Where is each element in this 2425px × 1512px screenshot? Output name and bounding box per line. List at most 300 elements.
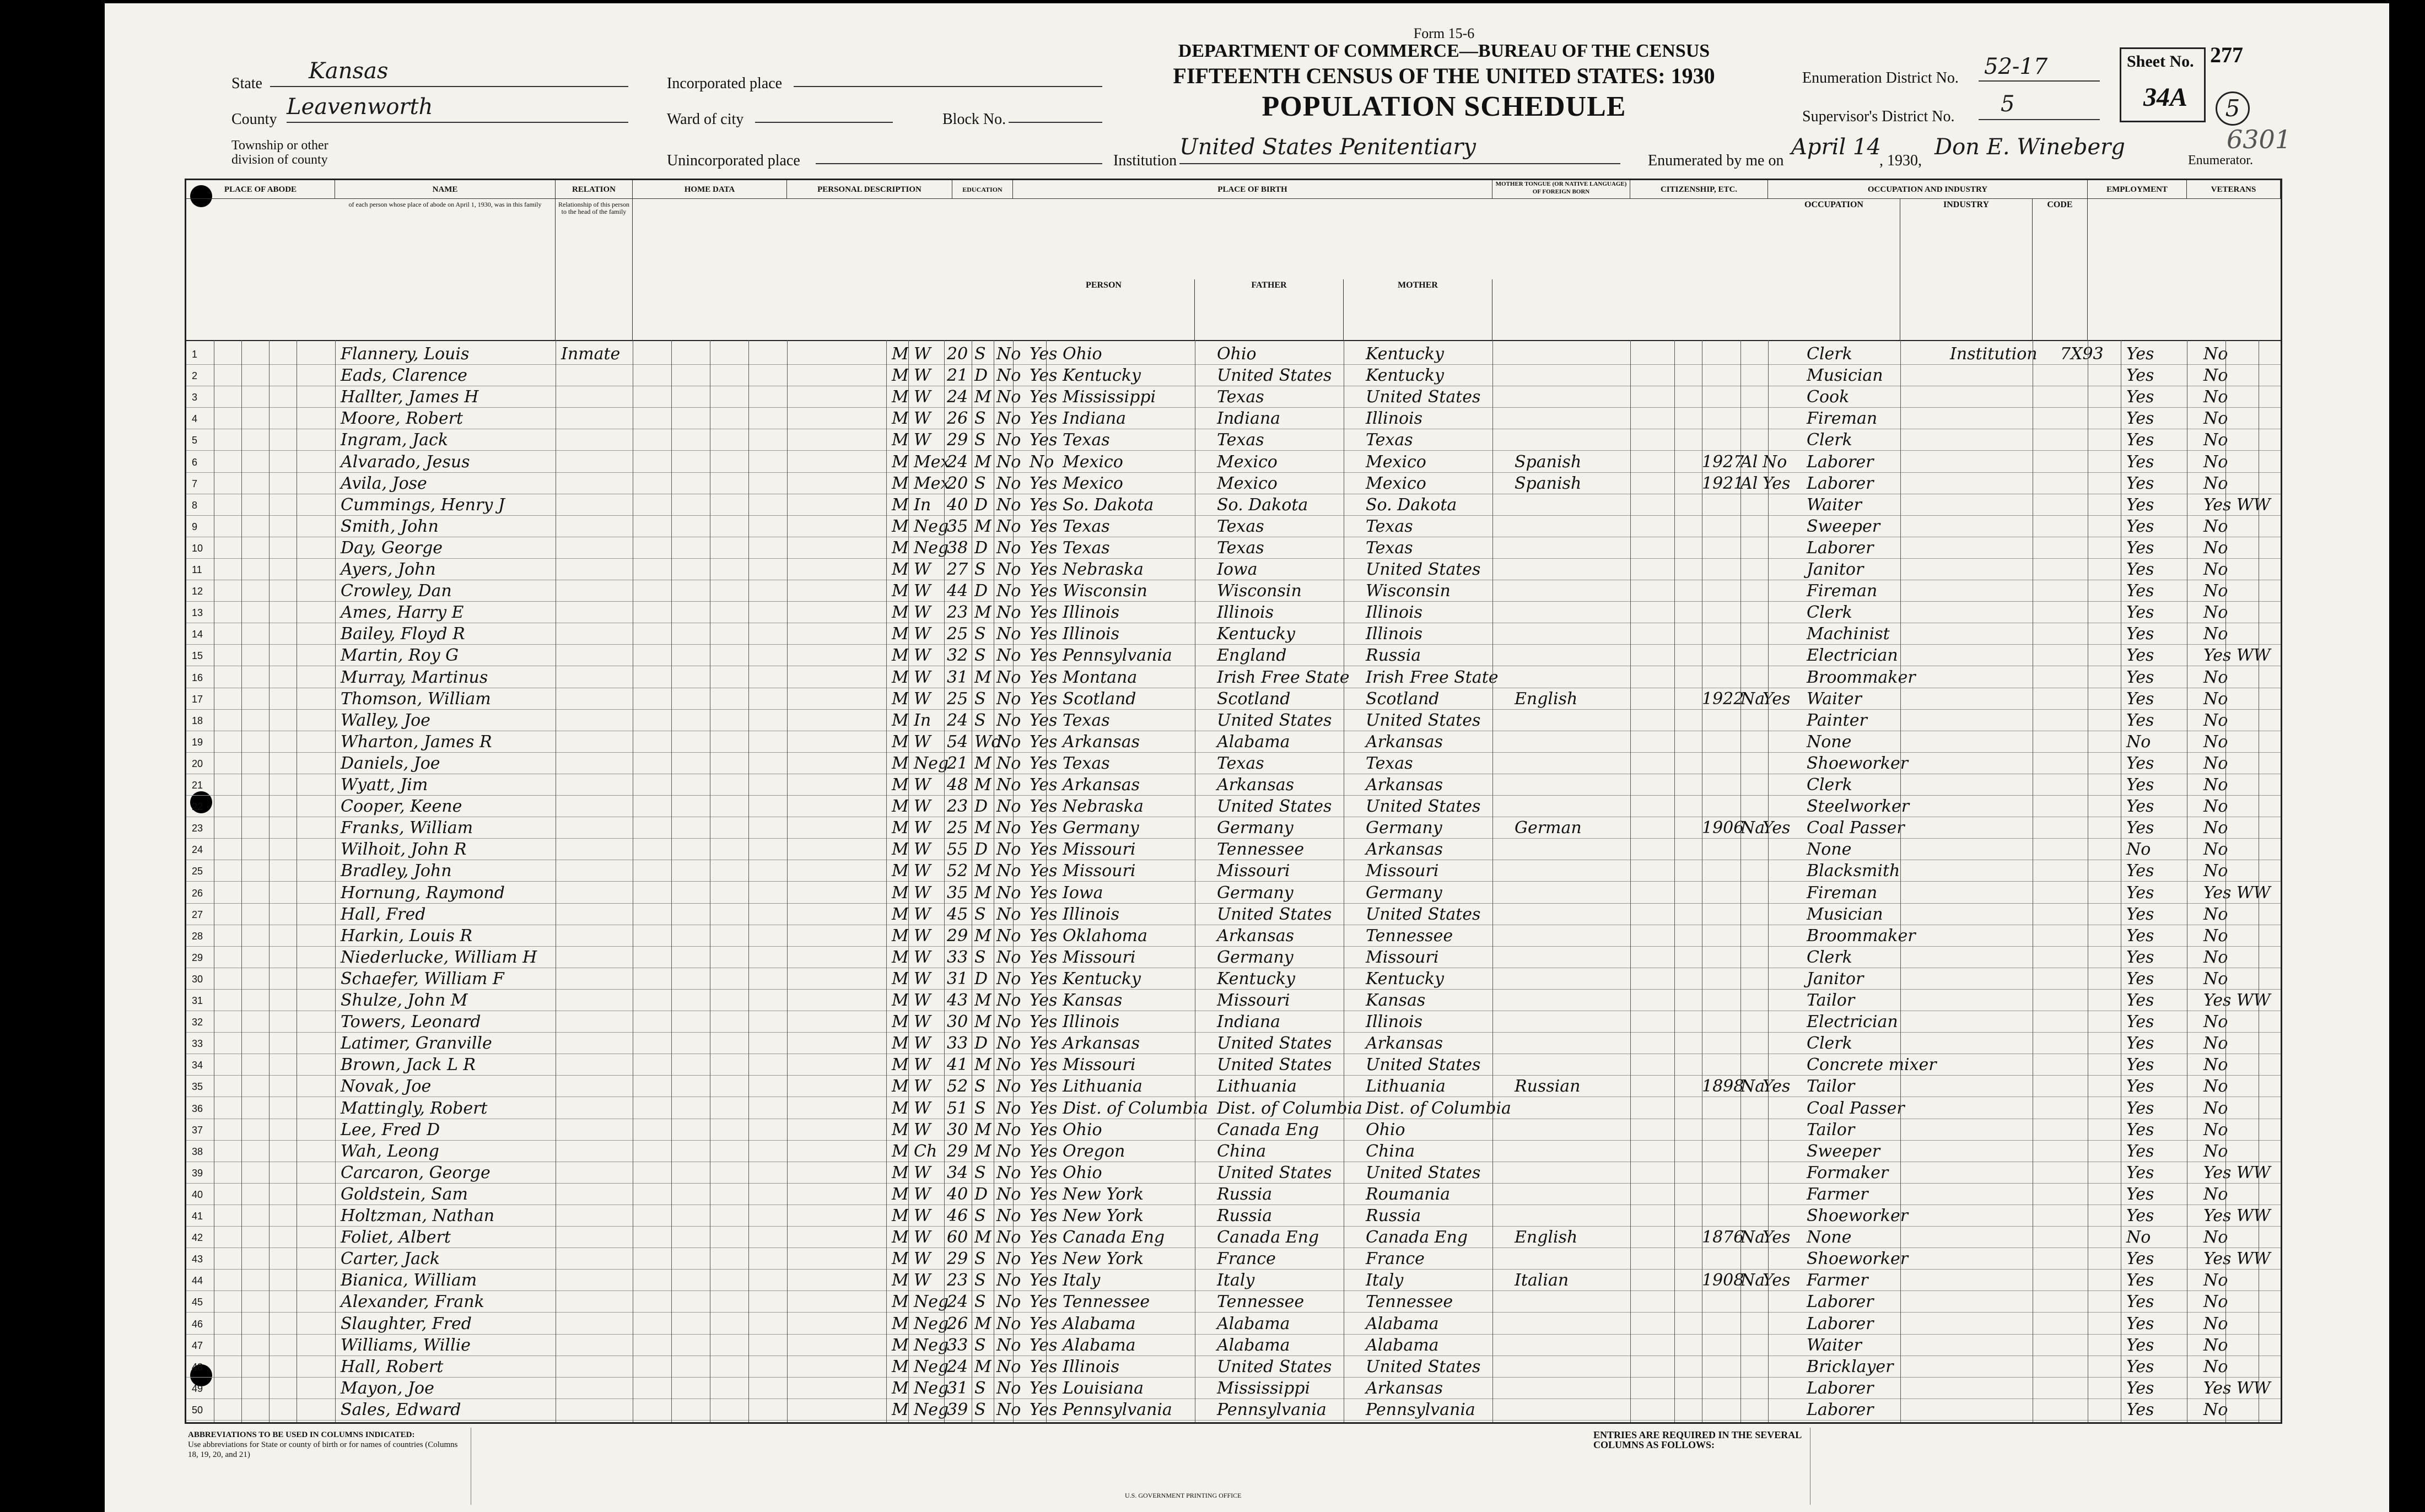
cell-school: No (996, 689, 1021, 709)
cell-ms: M (974, 1357, 991, 1376)
cell-name: Schaefer, William F (341, 969, 504, 989)
cell-school: No (996, 430, 1021, 450)
cell-fpob: Pennsylvania (1217, 1400, 1327, 1419)
cell-occ: Clerk (1807, 430, 1852, 450)
cell-emp: Yes (2126, 344, 2154, 364)
cell-race: W (914, 1206, 931, 1225)
cell-name: Lee, Fred D (341, 1120, 440, 1140)
cell-ms: M (974, 1055, 991, 1075)
cell-mpob: Dist. of Columbia (1366, 1098, 1511, 1118)
cell-sex: M (892, 689, 909, 709)
cell-sex: M (892, 1141, 909, 1161)
line-number: 4 (192, 413, 198, 425)
cell-ms: D (974, 366, 988, 386)
group-name: NAME (335, 180, 556, 199)
cell-age: 33 (947, 1335, 968, 1355)
cell-ms: M (974, 387, 991, 407)
table-row (186, 667, 2281, 688)
relation-column-header (556, 199, 633, 340)
cell-name: Foliet, Albert (341, 1228, 451, 1248)
table-row (186, 688, 2281, 710)
cell-ms: S (974, 710, 986, 730)
line-number: 39 (192, 1167, 203, 1179)
cell-emp: Yes (2126, 516, 2154, 536)
cell-read: Yes (1030, 991, 1058, 1010)
cell-vet: No (2203, 1055, 2228, 1075)
cell-age: 24 (947, 1292, 968, 1312)
cell-sex: M (892, 1034, 909, 1054)
cell-imm: 1908 (1702, 1271, 1744, 1290)
cell-school: No (996, 1184, 1021, 1204)
cell-pob: Alabama (1063, 1335, 1136, 1355)
cell-pob: Nebraska (1063, 797, 1144, 817)
cell-occ: Electrician (1807, 646, 1898, 666)
state-value: Kansas (309, 58, 389, 84)
cell-occ: Fireman (1807, 581, 1878, 601)
line-number: 49 (192, 1383, 203, 1394)
township-label: Township or other division of county (231, 138, 328, 167)
cell-read: Yes (1030, 1120, 1058, 1140)
cell-age: 30 (947, 1120, 968, 1140)
cell-occ: Blacksmith (1807, 861, 1900, 881)
cell-fpob: Russia (1217, 1184, 1273, 1204)
cell-emp: Yes (2126, 1141, 2154, 1161)
table-row (186, 1205, 2281, 1227)
cell-name: Goldstein, Sam (341, 1184, 468, 1204)
table-row (186, 1162, 2281, 1184)
cell-race: W (914, 991, 931, 1010)
line-number: 27 (192, 909, 203, 920)
name-column-header (335, 199, 556, 340)
cell-sex: M (892, 538, 909, 558)
cell-occ: Steelworker (1807, 797, 1910, 817)
cell-mpob: United States (1366, 710, 1481, 730)
cell-school: No (996, 861, 1021, 881)
department-title: DEPARTMENT OF COMMERCE—BUREAU OF THE CENSUS (1178, 41, 1710, 61)
cell-mpob: Illinois (1366, 409, 1423, 429)
cell-occ: Cook (1807, 387, 1850, 407)
cell-fpob: United States (1217, 797, 1332, 817)
cell-ms: M (974, 883, 991, 903)
cell-occ: Sweeper (1807, 516, 1880, 536)
line-number: 3 (192, 392, 198, 403)
cell-race: Neg (914, 516, 949, 536)
cell-occ: Laborer (1807, 473, 1874, 493)
table-row (186, 1399, 2281, 1421)
cell-age: 23 (947, 1271, 968, 1290)
cell-read: Yes (1030, 969, 1058, 989)
table-row (186, 408, 2281, 429)
cell-age: 26 (947, 1314, 968, 1333)
cell-name: Daniels, Joe (341, 753, 440, 773)
person-column-header: PERSON (1013, 279, 1195, 340)
ward-label: Ward of city (667, 111, 744, 128)
enum-district-value: 52-17 (1984, 54, 2048, 79)
cell-read: Yes (1030, 904, 1058, 924)
institution-underline (1179, 163, 1620, 164)
group-employment: EMPLOYMENT (2088, 180, 2187, 199)
cell-race: W (914, 1055, 931, 1075)
cell-occ: Clerk (1807, 947, 1852, 967)
line-number: 25 (192, 866, 203, 877)
cell-fpob: Alabama (1217, 732, 1290, 752)
cell-vet: No (2203, 947, 2228, 967)
cell-school: No (996, 516, 1021, 536)
cell-fpob: Canada Eng (1217, 1228, 1319, 1248)
cell-vet: No (2203, 624, 2228, 644)
table-row (186, 516, 2281, 537)
column-divider (944, 340, 945, 1422)
census-title: FIFTEENTH CENSUS OF THE UNITED STATES: 1930 (1173, 63, 1715, 88)
cell-race: Neg (914, 1357, 949, 1376)
cell-occ: Broommaker (1807, 667, 1916, 687)
line-number: 35 (192, 1081, 203, 1093)
cell-fpob: Ohio (1217, 344, 1257, 364)
cell-age: 24 (947, 452, 968, 472)
cell-read: Yes (1030, 538, 1058, 558)
ward-underline (755, 122, 893, 123)
line-number: 45 (192, 1297, 203, 1308)
cell-name: Niederlucke, William H (341, 947, 537, 967)
table-row (186, 904, 2281, 925)
cell-pob: Ohio (1063, 344, 1102, 364)
cell-mpob: Arkansas (1366, 1034, 1443, 1054)
table-row (186, 1119, 2281, 1141)
cell-tongue: Spanish (1515, 473, 1582, 493)
cell-name: Ingram, Jack (341, 430, 449, 450)
cell-ms: M (974, 1228, 991, 1248)
cell-sex: M (892, 1271, 909, 1290)
cell-race: W (914, 409, 931, 429)
column-divider (1768, 340, 1769, 1422)
cell-mpob: Alabama (1366, 1335, 1439, 1355)
father-column-header: FATHER (1195, 279, 1344, 340)
cell-name: Carcaron, George (341, 1163, 491, 1182)
cell-fpob: England (1217, 646, 1287, 666)
line-number: 9 (192, 521, 198, 532)
enumerated-year: , 1930, (1879, 152, 1922, 169)
cell-pob: Scotland (1063, 689, 1136, 709)
cell-race: W (914, 581, 931, 601)
incorporated-underline (794, 86, 1102, 87)
cell-pob: Mexico (1063, 452, 1123, 472)
cell-read: Yes (1030, 430, 1058, 450)
table-row (186, 1227, 2281, 1248)
cell-read: Yes (1030, 409, 1058, 429)
cell-name: Alvarado, Jesus (341, 452, 470, 472)
cell-emp: Yes (2126, 538, 2154, 558)
cell-age: 33 (947, 1034, 968, 1054)
institution-label: Institution (1113, 152, 1177, 169)
circle-number: 5 (2216, 91, 2250, 126)
cell-vet: No (2203, 366, 2228, 386)
cell-vet: No (2203, 409, 2228, 429)
cell-read: Yes (1030, 473, 1058, 493)
cell-sex: M (892, 1378, 909, 1398)
cell-pob: Nebraska (1063, 560, 1144, 579)
cell-vet: No (2203, 344, 2228, 364)
cell-vet: No (2203, 926, 2228, 946)
cell-ms: S (974, 1098, 986, 1118)
cell-mpob: Alabama (1366, 1314, 1439, 1333)
cell-name: Eads, Clarence (341, 366, 467, 386)
cell-name: Mattingly, Robert (341, 1098, 488, 1118)
cell-fpob: France (1217, 1249, 1276, 1269)
cell-emp: Yes (2126, 883, 2154, 903)
enumerated-label: Enumerated by me on (1648, 152, 1784, 169)
table-row (186, 580, 2281, 602)
line-number: 48 (192, 1361, 203, 1373)
cell-pob: Indiana (1063, 409, 1127, 429)
cell-emp: Yes (2126, 861, 2154, 881)
cell-age: 43 (947, 991, 968, 1010)
cell-occ: Tailor (1807, 1077, 1855, 1097)
enumerated-date: April 14 (1791, 134, 1881, 160)
unincorporated-underline (816, 163, 1102, 164)
cell-ms: M (974, 516, 991, 536)
cell-ms: Wd (974, 732, 1003, 752)
cell-race: W (914, 861, 931, 881)
cell-school: No (996, 366, 1021, 386)
cell-pob: Italy (1063, 1271, 1101, 1290)
cell-imm: 1927 (1702, 452, 1744, 472)
cell-ms: S (974, 344, 986, 364)
cell-emp: Yes (2126, 1292, 2154, 1312)
cell-nat: Na (1740, 1077, 1765, 1097)
cell-sex: M (892, 1163, 909, 1182)
cell-race: W (914, 926, 931, 946)
cell-fpob: Kentucky (1217, 969, 1295, 989)
cell-read: Yes (1030, 516, 1058, 536)
cell-fpob: Germany (1217, 947, 1294, 967)
cell-sex: M (892, 1292, 909, 1312)
schedule-title: POPULATION SCHEDULE (1262, 91, 1626, 122)
cell-vet: No (2203, 1141, 2228, 1161)
cell-mpob: Mexico (1366, 452, 1426, 472)
line-number: 23 (192, 823, 203, 834)
cell-occ: Bricklayer (1807, 1357, 1894, 1376)
code-column-header: CODE (2033, 199, 2088, 340)
cell-ms: S (974, 473, 986, 493)
cell-ms: M (974, 603, 991, 623)
table-row (186, 537, 2281, 559)
unincorporated-label: Unincorporated place (667, 152, 800, 169)
cell-pob: New York (1063, 1206, 1144, 1225)
cell-school: No (996, 473, 1021, 493)
cell-mpob: Illinois (1366, 1012, 1423, 1032)
cell-fpob: United States (1217, 710, 1332, 730)
cell-name: Williams, Willie (341, 1335, 471, 1355)
cell-age: 40 (947, 495, 968, 515)
cell-school: No (996, 624, 1021, 644)
cell-name: Brown, Jack L R (341, 1055, 476, 1075)
cell-vet: No (2203, 387, 2228, 407)
cell-school: No (996, 667, 1021, 687)
group-mother-tongue: MOTHER TONGUE (OR NATIVE LANGUAGE) OF FOREIGN BORN (1492, 180, 1630, 199)
cell-read: Yes (1030, 387, 1058, 407)
cell-eng: Yes (1763, 818, 1791, 838)
table-row (186, 559, 2281, 580)
cell-emp: Yes (2126, 1357, 2154, 1376)
cell-occ: Janitor (1807, 969, 1864, 989)
cell-ms: S (974, 1335, 986, 1355)
cell-age: 32 (947, 646, 968, 666)
cell-school: No (996, 1206, 1021, 1225)
cell-occ: Laborer (1807, 1378, 1874, 1398)
cell-school: No (996, 1271, 1021, 1290)
table-row (186, 343, 2281, 365)
table-row (186, 1033, 2281, 1054)
cell-mpob: Mexico (1366, 473, 1426, 493)
column-divider (787, 340, 788, 1422)
group-veterans: VETERANS (2187, 180, 2281, 199)
cell-pob: Tennessee (1063, 1292, 1150, 1312)
cell-vet: Yes WW (2203, 883, 2271, 903)
table-row (186, 1076, 2281, 1097)
cell-vet: No (2203, 1292, 2228, 1312)
supervisor-label: Supervisor's District No. (1802, 108, 1955, 125)
cell-vet: No (2203, 1184, 2228, 1204)
cell-mpob: Germany (1366, 818, 1442, 838)
cell-ms: D (974, 797, 988, 817)
group-citizenship: CITIZENSHIP, ETC. (1630, 180, 1768, 199)
cell-sex: M (892, 1055, 909, 1075)
cell-occ: Electrician (1807, 1012, 1898, 1032)
cell-emp: Yes (2126, 473, 2154, 493)
cell-mpob: Illinois (1366, 603, 1423, 623)
column-divider (1674, 340, 1675, 1422)
supervisor-underline (1979, 119, 2100, 120)
cell-occ: Tailor (1807, 1120, 1855, 1140)
line-number: 12 (192, 586, 203, 597)
cell-fpob: Italy (1217, 1271, 1255, 1290)
cell-vet: No (2203, 904, 2228, 924)
cell-race: Ch (914, 1141, 937, 1161)
cell-vet: No (2203, 452, 2228, 472)
cell-vet: No (2203, 581, 2228, 601)
cell-race: Neg (914, 1400, 949, 1419)
cell-sex: M (892, 1077, 909, 1097)
line-number: 10 (192, 542, 203, 554)
cell-age: 20 (947, 344, 968, 364)
cell-occ: Waiter (1807, 1335, 1862, 1355)
cell-ms: S (974, 1163, 986, 1182)
cell-emp: Yes (2126, 818, 2154, 838)
cell-sex: M (892, 560, 909, 579)
cell-school: No (996, 1055, 1021, 1075)
cell-occ: Fireman (1807, 883, 1878, 903)
cell-race: Neg (914, 753, 949, 773)
cell-age: 54 (947, 732, 968, 752)
line-number: 30 (192, 973, 203, 985)
cell-mpob: Illinois (1366, 624, 1423, 644)
cell-pob: Iowa (1063, 883, 1103, 903)
cell-pob: Ohio (1063, 1163, 1102, 1182)
line-number: 50 (192, 1404, 203, 1416)
cell-vet: No (2203, 1012, 2228, 1032)
cell-occ: Tailor (1807, 991, 1855, 1010)
cell-name: Cooper, Keene (341, 797, 462, 817)
cell-mpob: Kansas (1366, 991, 1426, 1010)
cell-pob: Wisconsin (1063, 581, 1147, 601)
cell-race: W (914, 904, 931, 924)
cell-pob: Germany (1063, 818, 1139, 838)
cell-school: No (996, 1378, 1021, 1398)
cell-occ: Shoeworker (1807, 753, 1909, 773)
cell-emp: No (2126, 840, 2151, 860)
cell-sex: M (892, 797, 909, 817)
cell-race: W (914, 344, 931, 364)
cell-read: Yes (1030, 1357, 1058, 1376)
cell-eng: Yes (1763, 1228, 1791, 1248)
cell-read: Yes (1030, 775, 1058, 795)
enumerator-label: Enumerator. (2188, 153, 2253, 168)
cell-sex: M (892, 387, 909, 407)
cell-race: W (914, 947, 931, 967)
cell-sex: M (892, 926, 909, 946)
cell-name: Wyatt, Jim (341, 775, 428, 795)
cell-read: Yes (1030, 1228, 1058, 1248)
cell-school: No (996, 883, 1021, 903)
cell-mpob: So. Dakota (1366, 495, 1457, 515)
cell-school: No (996, 581, 1021, 601)
cell-occ: Janitor (1807, 560, 1864, 579)
cell-sex: M (892, 366, 909, 386)
cell-vet: No (2203, 710, 2228, 730)
cell-fpob: Alabama (1217, 1335, 1290, 1355)
cell-school: No (996, 1163, 1021, 1182)
cell-mpob: United States (1366, 1357, 1481, 1376)
cell-ms: S (974, 1249, 986, 1269)
line-number: 47 (192, 1340, 203, 1351)
cell-read: Yes (1030, 732, 1058, 752)
cell-school: No (996, 991, 1021, 1010)
cell-ms: M (974, 452, 991, 472)
cell-name: Day, George (341, 538, 443, 558)
cell-ms: S (974, 1400, 986, 1419)
table-row (186, 753, 2281, 774)
cell-name: Walley, Joe (341, 710, 430, 730)
table-row (186, 882, 2281, 904)
cell-pob: Oregon (1063, 1141, 1125, 1161)
cell-read: Yes (1030, 710, 1058, 730)
line-number: 19 (192, 736, 203, 748)
cell-school: No (996, 753, 1021, 773)
cell-vet: Yes WW (2203, 1206, 2271, 1225)
cell-pob: New York (1063, 1184, 1144, 1204)
cell-mpob: Arkansas (1366, 775, 1443, 795)
county-label: County (231, 111, 277, 128)
cell-fpob: Tennessee (1217, 1292, 1305, 1312)
cell-vet: Yes WW (2203, 646, 2271, 666)
cell-fpob: Wisconsin (1217, 581, 1302, 601)
cell-mpob: Pennsylvania (1366, 1400, 1475, 1419)
cell-read: Yes (1030, 1055, 1058, 1075)
cell-age: 30 (947, 1012, 968, 1032)
cell-emp: Yes (2126, 710, 2154, 730)
cell-vet: No (2203, 1335, 2228, 1355)
cell-occ: Waiter (1807, 495, 1862, 515)
cell-emp: Yes (2126, 797, 2154, 817)
cell-school: No (996, 409, 1021, 429)
cell-race: W (914, 667, 931, 687)
cell-read: Yes (1030, 1163, 1058, 1182)
cell-vet: No (2203, 603, 2228, 623)
cell-pob: Canada Eng (1063, 1228, 1165, 1248)
cell-school: No (996, 387, 1021, 407)
table-row (186, 860, 2281, 882)
cell-age: 24 (947, 710, 968, 730)
